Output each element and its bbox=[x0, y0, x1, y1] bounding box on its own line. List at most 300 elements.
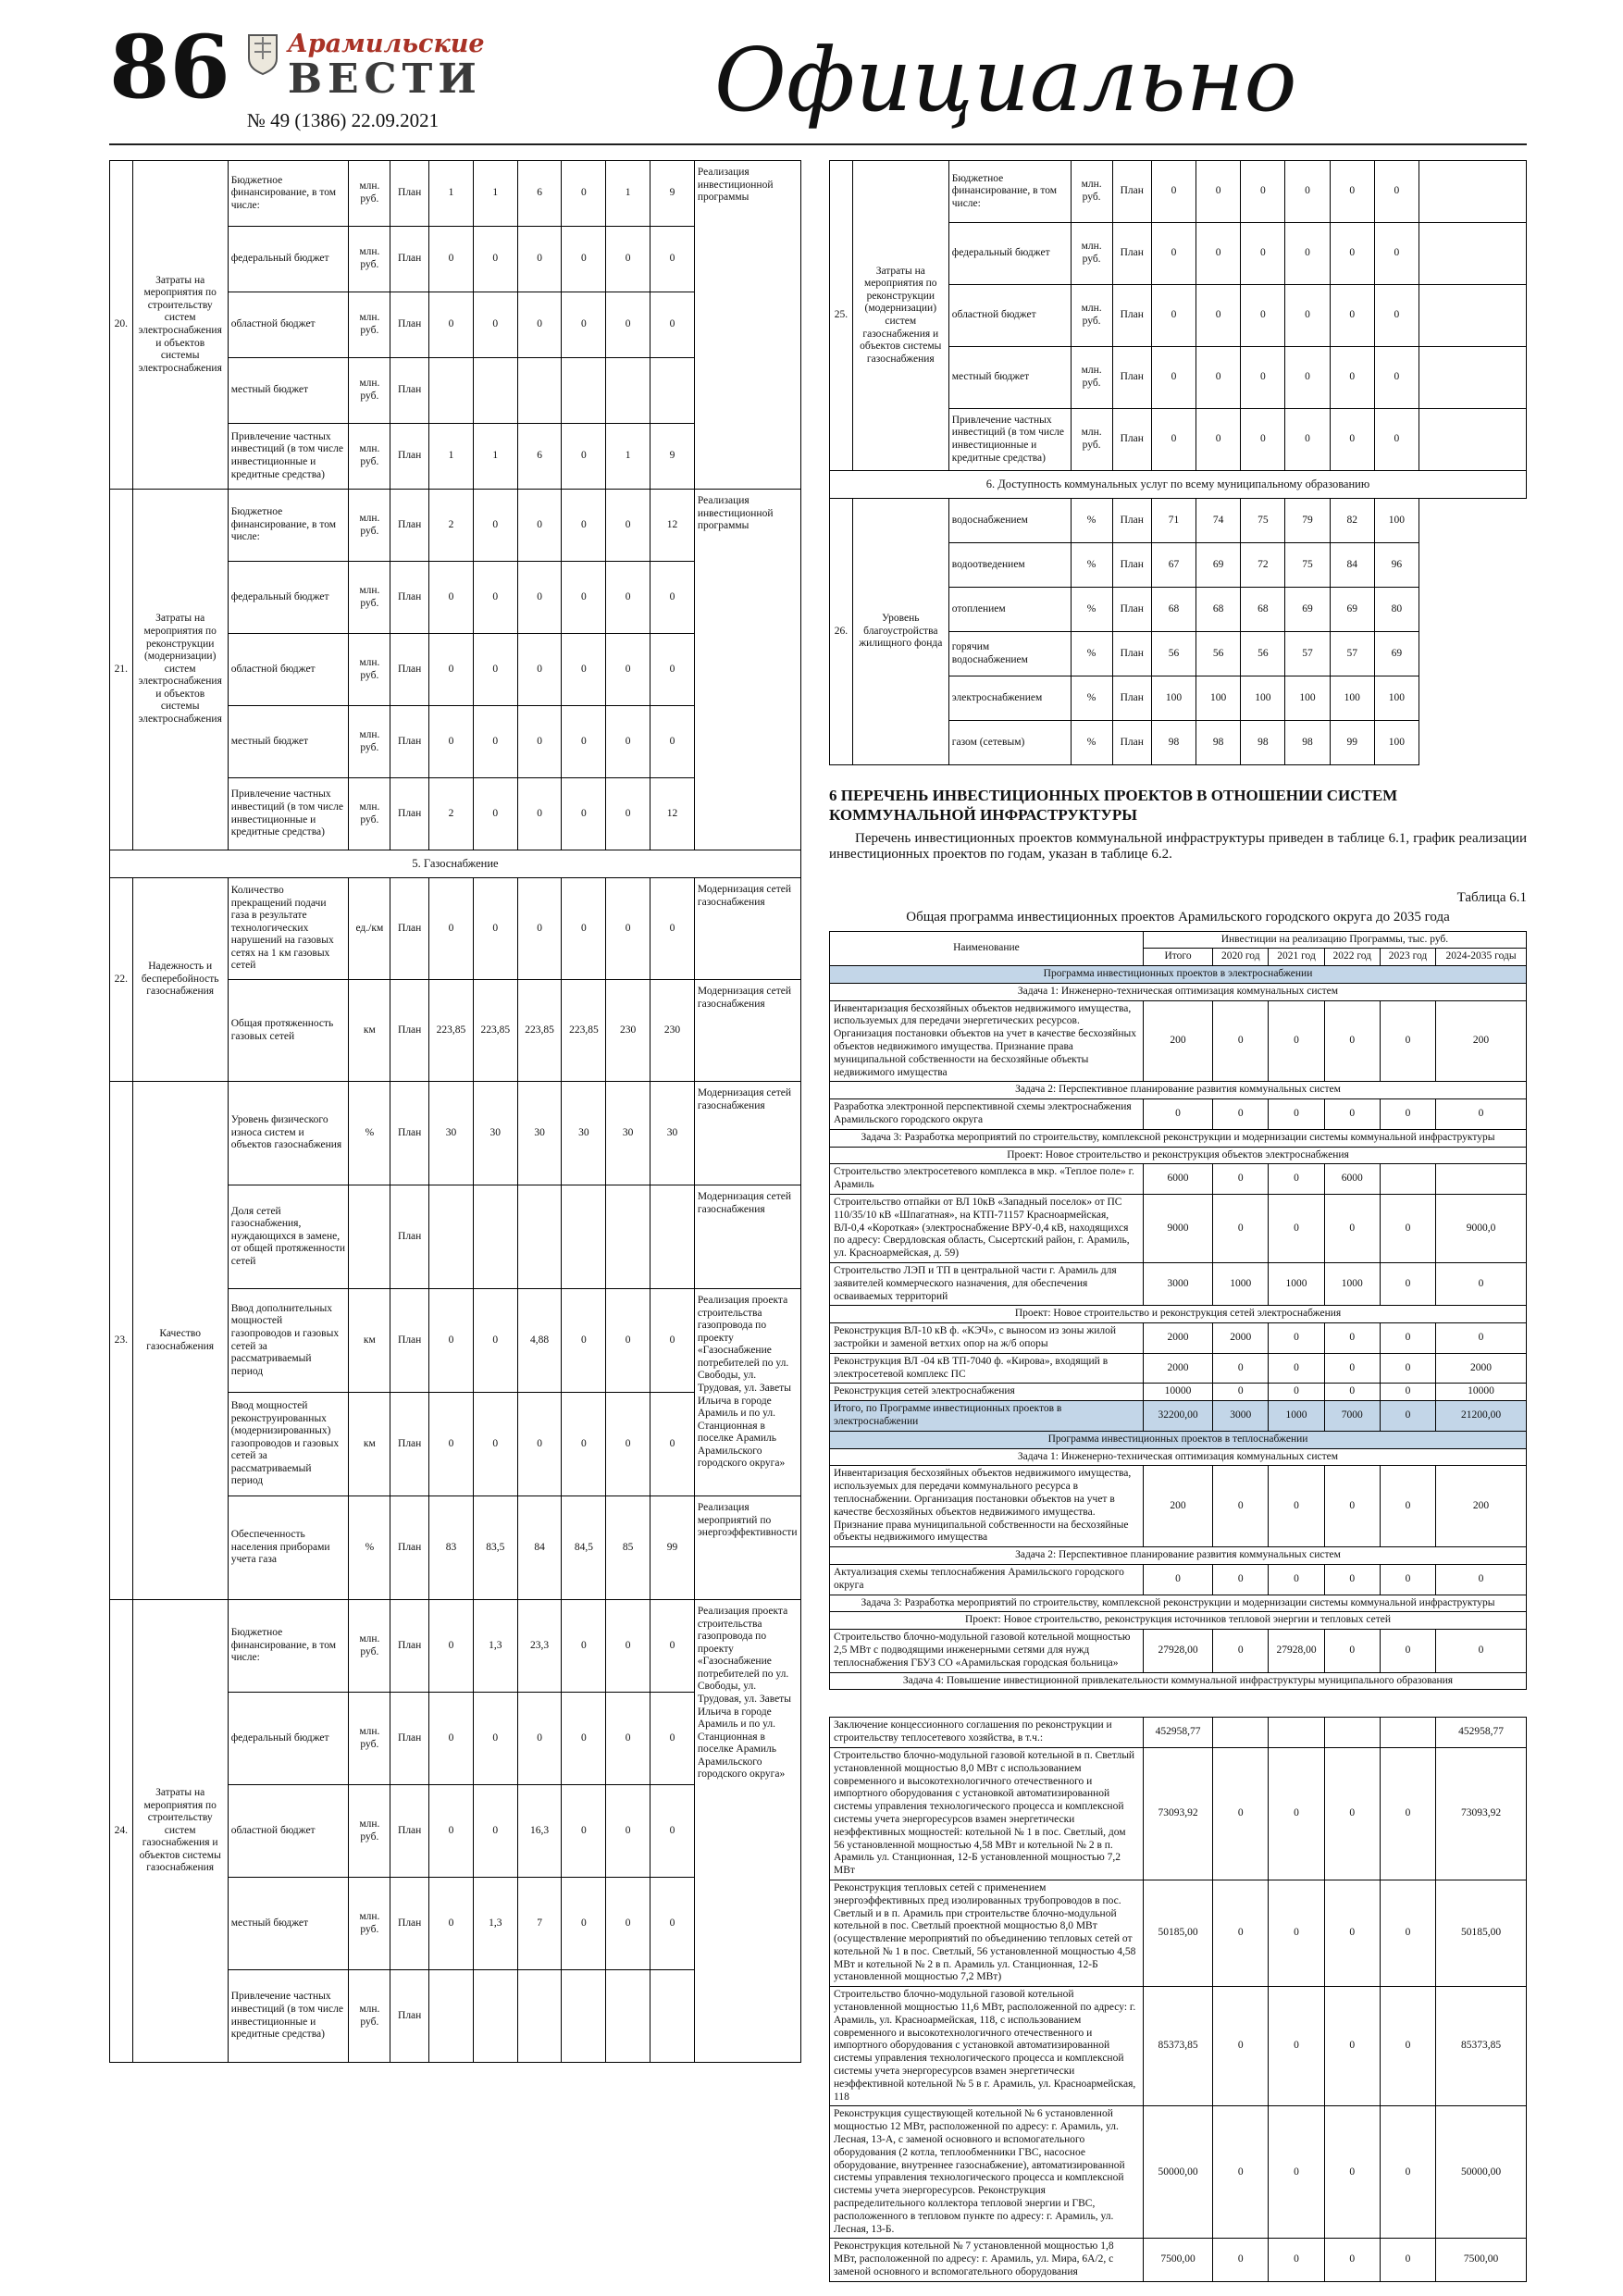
value-cell: 84 bbox=[1330, 543, 1374, 588]
value-cell: 0 bbox=[517, 778, 562, 850]
value-cell: 84 bbox=[517, 1496, 562, 1600]
value-cell: 74 bbox=[1196, 499, 1241, 543]
amount-cell: 2000 bbox=[1143, 1323, 1212, 1354]
unit-cell: млн. руб. bbox=[349, 1693, 390, 1785]
note-cell bbox=[1419, 409, 1526, 471]
indicators-table-left-holder bbox=[109, 160, 801, 2063]
unit-cell: км bbox=[349, 980, 390, 1082]
note-cell: Реализация мероприятий по энергоэффективности bbox=[694, 1496, 800, 1600]
section-row bbox=[830, 966, 1527, 984]
amount-cell: 0 bbox=[1269, 1747, 1324, 1880]
row-number-cell: 22. bbox=[110, 878, 133, 1082]
table-header-row bbox=[830, 931, 1527, 949]
amount-cell: 0 bbox=[1213, 1099, 1269, 1130]
project-item-row bbox=[830, 1466, 1527, 1547]
amount-cell: 10000 bbox=[1436, 1384, 1527, 1401]
unit-cell: % bbox=[1071, 721, 1112, 765]
amount-cell: 50000,00 bbox=[1143, 2106, 1212, 2239]
group-name-cell: Уровень благоустройства жилищного фонда bbox=[852, 499, 948, 765]
value-cell: 0 bbox=[562, 161, 606, 227]
value-cell bbox=[429, 358, 474, 424]
value-cell: 0 bbox=[650, 878, 695, 980]
plan-cell: План bbox=[390, 1878, 429, 1970]
value-cell: 0 bbox=[1374, 347, 1419, 409]
value-cell: 83,5 bbox=[473, 1496, 517, 1600]
value-cell: 0 bbox=[429, 227, 474, 292]
value-cell: 0 bbox=[562, 1785, 606, 1878]
amount-cell: 0 bbox=[1143, 1099, 1212, 1130]
plan-cell: План bbox=[390, 980, 429, 1082]
unit-cell: % bbox=[349, 1082, 390, 1185]
indicator-row bbox=[110, 490, 801, 562]
sub-label-cell: местный бюджет bbox=[948, 347, 1071, 409]
value-cell: 0 bbox=[606, 227, 650, 292]
value-cell: 0 bbox=[1196, 285, 1241, 347]
value-cell: 0 bbox=[562, 1878, 606, 1970]
unit-cell: % bbox=[1071, 676, 1112, 721]
amount-cell: 0 bbox=[1380, 1195, 1435, 1263]
aramil-coat-of-arms-icon bbox=[247, 33, 279, 81]
sub-label-cell: Бюджетное финансирование, в том числе: bbox=[228, 1600, 349, 1693]
amount-cell: 0 bbox=[1269, 1564, 1324, 1595]
value-cell bbox=[562, 358, 606, 424]
amount-cell: 3000 bbox=[1143, 1263, 1212, 1306]
amount-cell: 2000 bbox=[1143, 1353, 1212, 1384]
sub-label-cell: Привлечение частных инвестиций (в том числе инвестиционные и кредитные средства) bbox=[948, 409, 1071, 471]
sub-label-cell: электроснабжением bbox=[948, 676, 1071, 721]
value-cell bbox=[517, 1970, 562, 2063]
value-cell: 0 bbox=[1196, 409, 1241, 471]
plan-cell: План bbox=[1112, 409, 1151, 471]
amount-cell: 0 bbox=[1269, 1466, 1324, 1547]
amount-cell: 1000 bbox=[1269, 1401, 1324, 1432]
value-cell: 0 bbox=[562, 490, 606, 562]
value-cell: 0 bbox=[1374, 285, 1419, 347]
value-cell: 56 bbox=[1241, 632, 1285, 676]
project-name-cell: Итого, по Программе инвестиционных проектов в электроснабжении bbox=[830, 1401, 1144, 1432]
investment-projects-table bbox=[829, 931, 1527, 2282]
value-cell: 1 bbox=[473, 424, 517, 490]
value-cell: 0 bbox=[473, 1289, 517, 1393]
value-cell: 1 bbox=[606, 424, 650, 490]
total-row bbox=[830, 1401, 1527, 1432]
value-cell: 0 bbox=[1196, 347, 1241, 409]
project-item-row bbox=[830, 1099, 1527, 1130]
plan-cell: План bbox=[1112, 588, 1151, 632]
value-cell: 223,85 bbox=[517, 980, 562, 1082]
value-cell: 0 bbox=[562, 634, 606, 706]
value-cell bbox=[606, 1970, 650, 2063]
project-item-row bbox=[830, 1987, 1527, 2106]
value-cell: 0 bbox=[1285, 223, 1330, 285]
project-name-cell: Строительство блочно-модульной газовой котельной мощностью 2,5 МВт с подводящими инженерными сетями для нужд теплоснабжения ГБУЗ СО «Арамильская городская больница» bbox=[830, 1630, 1144, 1672]
project-name-cell: Реконструкция ВЛ-10 кВ ф. «КЭЧ», с выносом из зоны жилой застройки и заменой ветхих опор на ж/б опоры bbox=[830, 1323, 1144, 1354]
amount-cell: 0 bbox=[1324, 1353, 1380, 1384]
value-cell: 83 bbox=[429, 1496, 474, 1600]
note-cell bbox=[1419, 588, 1526, 632]
value-cell: 0 bbox=[429, 1878, 474, 1970]
investment-projects-table-holder bbox=[829, 931, 1527, 2282]
value-cell: 223,85 bbox=[429, 980, 474, 1082]
amount-cell: 0 bbox=[1213, 2239, 1269, 2281]
row-number-cell: 25. bbox=[830, 161, 853, 471]
group-name-cell: Затраты на мероприятия по реконструкции (модернизации) систем электроснабжения и объектов системы электроснабжения bbox=[132, 490, 228, 850]
project-name-cell: Инвентаризация бесхозяйных объектов недвижимого имущества, используемых для передачи энергетических ресурсов. Организация постановки объектов на учет в качестве бесхозяйных объектов недвижимого имущества. Признание права муниципальной собственности на бесхозяйные объекты недвижимого имущества bbox=[830, 1000, 1144, 1082]
project-name-cell: Строительство отпайки от ВЛ 10кВ «Западный поселок» от ПС 110/35/10 кВ «Шпагатная», на КТП-71157 Красноармейская, ВЛ-0,4 «Короткая» (электроснабжение ВРУ-0,4 кВ, находящихся по адресу: Свердловская область, Сысертский район, г. Арамиль, ул. Красноармейская, д. 59) bbox=[830, 1195, 1144, 1263]
task-row bbox=[830, 1595, 1527, 1612]
unit-cell: км bbox=[349, 1393, 390, 1496]
amount-cell: 0 bbox=[1324, 1000, 1380, 1082]
value-cell: 9 bbox=[650, 424, 695, 490]
sub-label-cell: Уровень физического износа систем и объектов газоснабжения bbox=[228, 1082, 349, 1185]
amount-cell: 73093,92 bbox=[1436, 1747, 1527, 1880]
amount-cell: 0 bbox=[1324, 1195, 1380, 1263]
amount-cell: 0 bbox=[1324, 1630, 1380, 1672]
amount-cell: 32200,00 bbox=[1143, 1401, 1212, 1432]
value-cell bbox=[473, 1970, 517, 2063]
unit-cell: млн. руб. bbox=[349, 358, 390, 424]
sub-label-cell: водоотведением bbox=[948, 543, 1071, 588]
amount-cell: 0 bbox=[1324, 1564, 1380, 1595]
value-cell: 0 bbox=[562, 1693, 606, 1785]
amount-cell: 0 bbox=[1269, 2106, 1324, 2239]
value-cell: 0 bbox=[606, 634, 650, 706]
plan-cell: План bbox=[1112, 632, 1151, 676]
value-cell: 98 bbox=[1241, 721, 1285, 765]
amount-cell: 200 bbox=[1143, 1466, 1212, 1547]
plan-cell: План bbox=[390, 1393, 429, 1496]
value-cell: 69 bbox=[1330, 588, 1374, 632]
unit-cell: млн. руб. bbox=[1071, 347, 1112, 409]
value-cell: 0 bbox=[606, 1693, 650, 1785]
group-name-cell: Качество газоснабжения bbox=[132, 1082, 228, 1600]
value-cell bbox=[429, 1185, 474, 1289]
amount-cell: 0 bbox=[1324, 1099, 1380, 1130]
note-cell bbox=[1419, 499, 1526, 543]
project-item-row bbox=[830, 1323, 1527, 1354]
task-cell: Задача 3: Разработка мероприятий по строительству, комплексной реконструкции и модернизации системы коммунальной инфраструктуры bbox=[830, 1129, 1527, 1147]
value-cell: 71 bbox=[1151, 499, 1196, 543]
amount-cell: 200 bbox=[1143, 1000, 1212, 1082]
table-header-year: 2021 год bbox=[1269, 949, 1324, 966]
amount-cell: 0 bbox=[1213, 1353, 1269, 1384]
sub-label-cell: Бюджетное финансирование, в том числе: bbox=[228, 490, 349, 562]
table-6-1-label: Таблица 6.1 bbox=[1456, 889, 1527, 905]
amount-cell: 0 bbox=[1380, 1000, 1435, 1082]
amount-cell: 0 bbox=[1324, 1323, 1380, 1354]
value-cell: 0 bbox=[650, 562, 695, 634]
value-cell: 56 bbox=[1196, 632, 1241, 676]
amount-cell: 0 bbox=[1269, 1099, 1324, 1130]
project-row bbox=[830, 1306, 1527, 1323]
sub-label-cell: Доля сетей газоснабжения, нуждающихся в замене, от общей протяженности сетей bbox=[228, 1185, 349, 1289]
value-cell: 0 bbox=[1374, 223, 1419, 285]
value-cell: 0 bbox=[429, 1785, 474, 1878]
plan-cell: План bbox=[1112, 347, 1151, 409]
note-cell: Реализация проекта строительства газопровода по проекту «Газоснабжение потребителей по ул. Свободы, ул. Трудовая, ул. Заветы Ильича в городе Арамиль и по ул. Станционная в поселке Арамиль Арамильского городского округа» bbox=[694, 1289, 800, 1496]
indicator-row bbox=[110, 878, 801, 980]
sub-label-cell: водоснабжением bbox=[948, 499, 1071, 543]
unit-cell: млн. руб. bbox=[1071, 161, 1112, 223]
project-row bbox=[830, 1147, 1527, 1164]
row-number-cell: 24. bbox=[110, 1600, 133, 2063]
amount-cell: 0 bbox=[1213, 1466, 1269, 1547]
value-cell: 82 bbox=[1330, 499, 1374, 543]
indicator-row bbox=[830, 161, 1527, 223]
value-cell: 0 bbox=[1151, 285, 1196, 347]
amount-cell: 0 bbox=[1380, 1401, 1435, 1432]
project-item-row bbox=[830, 1718, 1527, 1748]
amount-cell: 0 bbox=[1143, 1564, 1212, 1595]
section-header-cell: 5. Газоснабжение bbox=[110, 850, 801, 878]
value-cell bbox=[473, 1185, 517, 1289]
row-number-cell: 26. bbox=[830, 499, 853, 765]
amount-cell: 0 bbox=[1380, 2106, 1435, 2239]
note-cell: Реализация инвестиционной программы bbox=[694, 161, 800, 490]
value-cell: 1 bbox=[473, 161, 517, 227]
value-cell: 30 bbox=[429, 1082, 474, 1185]
value-cell: 100 bbox=[1285, 676, 1330, 721]
value-cell: 0 bbox=[473, 706, 517, 778]
amount-cell: 0 bbox=[1436, 1564, 1527, 1595]
value-cell: 69 bbox=[1374, 632, 1419, 676]
sub-label-cell: областной бюджет bbox=[228, 634, 349, 706]
amount-cell: 0 bbox=[1380, 1466, 1435, 1547]
value-cell: 0 bbox=[1330, 347, 1374, 409]
project-cell: Проект: Новое строительство и реконструкция сетей электроснабжения bbox=[830, 1306, 1527, 1323]
value-cell: 0 bbox=[517, 706, 562, 778]
amount-cell: 0 bbox=[1380, 1630, 1435, 1672]
value-cell: 0 bbox=[429, 634, 474, 706]
unit-cell: млн. руб. bbox=[349, 292, 390, 358]
note-cell bbox=[1419, 543, 1526, 588]
sub-label-cell: Обеспеченность населения приборами учета газа bbox=[228, 1496, 349, 1600]
sub-label-cell: областной бюджет bbox=[228, 292, 349, 358]
value-cell: 9 bbox=[650, 161, 695, 227]
amount-cell: 85373,85 bbox=[1143, 1987, 1212, 2106]
value-cell: 16,3 bbox=[517, 1785, 562, 1878]
unit-cell: ед./км bbox=[349, 878, 390, 980]
amount-cell: 2000 bbox=[1436, 1353, 1527, 1384]
value-cell: 56 bbox=[1151, 632, 1196, 676]
amount-cell: 0 bbox=[1269, 1384, 1324, 1401]
value-cell: 68 bbox=[1241, 588, 1285, 632]
sub-label-cell: Количество прекращений подачи газа в результате технологических нарушений на газовых сетях на 1 км газовых сетей bbox=[228, 878, 349, 980]
note-cell bbox=[1419, 632, 1526, 676]
project-name-cell: Заключение концессионного соглашения по реконструкции и строительству теплосетевого хозяйства, в т.ч.: bbox=[830, 1718, 1144, 1748]
section-header-cell: 6. Доступность коммунальных услуг по всему муниципальному образованию bbox=[830, 471, 1527, 499]
value-cell: 0 bbox=[1241, 347, 1285, 409]
project-name-cell: Реконструкция ВЛ -04 кВ ТП-7040 ф. «Кирова», входящий в электросетевой комплекс ПС bbox=[830, 1353, 1144, 1384]
value-cell: 0 bbox=[606, 490, 650, 562]
project-item-row bbox=[830, 1630, 1527, 1672]
value-cell: 100 bbox=[1374, 676, 1419, 721]
sub-label-cell: областной бюджет bbox=[228, 1785, 349, 1878]
value-cell: 98 bbox=[1151, 721, 1196, 765]
value-cell: 79 bbox=[1285, 499, 1330, 543]
value-cell: 0 bbox=[1285, 347, 1330, 409]
value-cell: 0 bbox=[517, 490, 562, 562]
value-cell bbox=[473, 358, 517, 424]
value-cell: 0 bbox=[517, 1393, 562, 1496]
indicators-table-right-holder bbox=[829, 160, 1527, 765]
value-cell: 100 bbox=[1374, 499, 1419, 543]
value-cell: 0 bbox=[517, 562, 562, 634]
sub-label-cell: федеральный бюджет bbox=[948, 223, 1071, 285]
amount-cell: 0 bbox=[1269, 1323, 1324, 1354]
indicators-table-right bbox=[829, 160, 1527, 765]
value-cell: 223,85 bbox=[473, 980, 517, 1082]
amount-cell: 0 bbox=[1380, 1263, 1435, 1306]
amount-cell: 50000,00 bbox=[1436, 2106, 1527, 2239]
task-cell: Задача 3: Разработка мероприятий по строительству, комплексной реконструкции и модернизации системы коммунальной инфраструктуры bbox=[830, 1595, 1527, 1612]
task-cell: Задача 1: Инженерно-техническая оптимизация коммунальных систем bbox=[830, 983, 1527, 1000]
value-cell: 1 bbox=[606, 161, 650, 227]
unit-cell: млн. руб. bbox=[349, 1970, 390, 2063]
table-header-name: Наименование bbox=[830, 931, 1144, 966]
value-cell: 0 bbox=[429, 1289, 474, 1393]
unit-cell: млн. руб. bbox=[349, 1785, 390, 1878]
project-row bbox=[830, 1612, 1527, 1630]
row-number-cell: 23. bbox=[110, 1082, 133, 1600]
value-cell: 0 bbox=[473, 562, 517, 634]
unit-cell: млн. руб. bbox=[349, 161, 390, 227]
amount-cell: 0 bbox=[1324, 1384, 1380, 1401]
sub-label-cell: Привлечение частных инвестиций (в том числе инвестиционные и кредитные средства) bbox=[228, 424, 349, 490]
note-cell bbox=[1419, 347, 1526, 409]
value-cell: 12 bbox=[650, 778, 695, 850]
plan-cell: План bbox=[1112, 499, 1151, 543]
section-header-row bbox=[110, 850, 801, 878]
plan-cell: План bbox=[1112, 676, 1151, 721]
value-cell: 7 bbox=[517, 1878, 562, 1970]
plan-cell: План bbox=[390, 878, 429, 980]
value-cell bbox=[517, 358, 562, 424]
plan-cell: План bbox=[390, 562, 429, 634]
value-cell: 0 bbox=[606, 1289, 650, 1393]
value-cell: 99 bbox=[1330, 721, 1374, 765]
value-cell: 0 bbox=[1241, 161, 1285, 223]
value-cell bbox=[650, 1185, 695, 1289]
value-cell: 0 bbox=[650, 706, 695, 778]
project-name-cell: Актуализация схемы теплоснабжения Арамильского городского округа bbox=[830, 1564, 1144, 1595]
amount-cell: 0 bbox=[1324, 1466, 1380, 1547]
value-cell bbox=[562, 1185, 606, 1289]
note-cell: Модернизация сетей газоснабжения bbox=[694, 878, 800, 980]
value-cell: 0 bbox=[1196, 161, 1241, 223]
group-name-cell: Затраты на мероприятия по строительству систем газоснабжения и объектов системы газоснабжения bbox=[132, 1600, 228, 2063]
value-cell: 0 bbox=[473, 490, 517, 562]
amount-cell: 21200,00 bbox=[1436, 1401, 1527, 1432]
plan-cell: План bbox=[390, 1785, 429, 1878]
unit-cell: млн. руб. bbox=[349, 562, 390, 634]
plan-cell: План bbox=[1112, 543, 1151, 588]
unit-cell: млн. руб. bbox=[349, 634, 390, 706]
project-item-row bbox=[830, 2239, 1527, 2281]
amount-cell: 0 bbox=[1380, 2239, 1435, 2281]
value-cell: 223,85 bbox=[562, 980, 606, 1082]
amount-cell: 200 bbox=[1436, 1466, 1527, 1547]
value-cell: 30 bbox=[517, 1082, 562, 1185]
value-cell: 75 bbox=[1241, 499, 1285, 543]
amount-cell: 0 bbox=[1213, 1564, 1269, 1595]
indicator-row bbox=[830, 499, 1527, 543]
value-cell: 0 bbox=[473, 634, 517, 706]
plan-cell: План bbox=[390, 161, 429, 227]
amount-cell: 7500,00 bbox=[1143, 2239, 1212, 2281]
value-cell: 30 bbox=[473, 1082, 517, 1185]
project-name-cell: Реконструкция тепловых сетей с применением энергоэффективных пред изолированных трубопроводов в пос. Светлый и в п. Арамиль при строительстве блочно-модульной котельной в пос. Светлый проектной мощностью 8,0 МВт (осуществление мероприятий по объединению тепловых сетей от котельной № 1 в пос. Светлый, 56 установленной мощностью 4,58 МВт и котельной № 2 в п. Арамиль ул. Станционная, 12-Б установленной мощностью 7,2 МВт) bbox=[830, 1880, 1144, 1986]
amount-cell: 0 bbox=[1213, 1747, 1269, 1880]
value-cell: 0 bbox=[517, 1693, 562, 1785]
section-cell: Программа инвестиционных проектов в электроснабжении bbox=[830, 966, 1527, 984]
value-cell: 23,3 bbox=[517, 1600, 562, 1693]
masthead-text bbox=[287, 30, 485, 103]
value-cell: 0 bbox=[1374, 161, 1419, 223]
plan-cell: План bbox=[1112, 721, 1151, 765]
amount-cell: 0 bbox=[1213, 1195, 1269, 1263]
page-number: 86 bbox=[109, 17, 230, 118]
sub-label-cell: горячим водоснабжением bbox=[948, 632, 1071, 676]
plan-cell: План bbox=[1112, 161, 1151, 223]
unit-cell bbox=[349, 1185, 390, 1289]
plan-cell: План bbox=[390, 634, 429, 706]
project-item-row bbox=[830, 2106, 1527, 2239]
amount-cell: 0 bbox=[1380, 1323, 1435, 1354]
amount-cell: 10000 bbox=[1143, 1384, 1212, 1401]
amount-cell: 0 bbox=[1380, 1099, 1435, 1130]
project-item-row bbox=[830, 1353, 1527, 1384]
amount-cell bbox=[1269, 1718, 1324, 1748]
indicator-row bbox=[110, 161, 801, 227]
value-cell: 0 bbox=[606, 706, 650, 778]
value-cell: 57 bbox=[1285, 632, 1330, 676]
amount-cell: 0 bbox=[1213, 1880, 1269, 1986]
amount-cell: 0 bbox=[1380, 1384, 1435, 1401]
plan-cell: План bbox=[390, 706, 429, 778]
value-cell: 0 bbox=[562, 778, 606, 850]
table-6-1-title: Общая программа инвестиционных проектов Арамильского городского округа до 2035 года bbox=[906, 909, 1450, 925]
value-cell: 0 bbox=[562, 292, 606, 358]
value-cell: 230 bbox=[650, 980, 695, 1082]
section-cell: Программа инвестиционных проектов в теплоснабжении bbox=[830, 1431, 1527, 1448]
amount-cell: 0 bbox=[1213, 1000, 1269, 1082]
sub-label-cell: Общая протяженность газовых сетей bbox=[228, 980, 349, 1082]
sub-label-cell: Бюджетное финансирование, в том числе: bbox=[228, 161, 349, 227]
project-name-cell: Строительство электросетевого комплекса в мкр. «Теплое поле» г. Арамиль bbox=[830, 1164, 1144, 1195]
amount-cell: 27928,00 bbox=[1269, 1630, 1324, 1672]
task-row bbox=[830, 983, 1527, 1000]
note-cell: Реализация инвестиционной программы bbox=[694, 490, 800, 850]
plan-cell: План bbox=[1112, 285, 1151, 347]
value-cell: 0 bbox=[429, 1393, 474, 1496]
amount-cell: 0 bbox=[1269, 1000, 1324, 1082]
amount-cell bbox=[1213, 1718, 1269, 1748]
value-cell: 0 bbox=[606, 562, 650, 634]
sub-label-cell: федеральный бюджет bbox=[228, 1693, 349, 1785]
value-cell: 98 bbox=[1196, 721, 1241, 765]
value-cell: 230 bbox=[606, 980, 650, 1082]
note-cell bbox=[1419, 676, 1526, 721]
value-cell: 0 bbox=[1285, 409, 1330, 471]
task-row bbox=[830, 1129, 1527, 1147]
amount-cell: 0 bbox=[1380, 1747, 1435, 1880]
value-cell: 100 bbox=[1374, 721, 1419, 765]
value-cell: 0 bbox=[650, 1600, 695, 1693]
sub-label-cell: областной бюджет bbox=[948, 285, 1071, 347]
sub-label-cell: федеральный бюджет bbox=[228, 562, 349, 634]
group-name-cell: Надежность и бесперебойность газоснабжения bbox=[132, 878, 228, 1082]
